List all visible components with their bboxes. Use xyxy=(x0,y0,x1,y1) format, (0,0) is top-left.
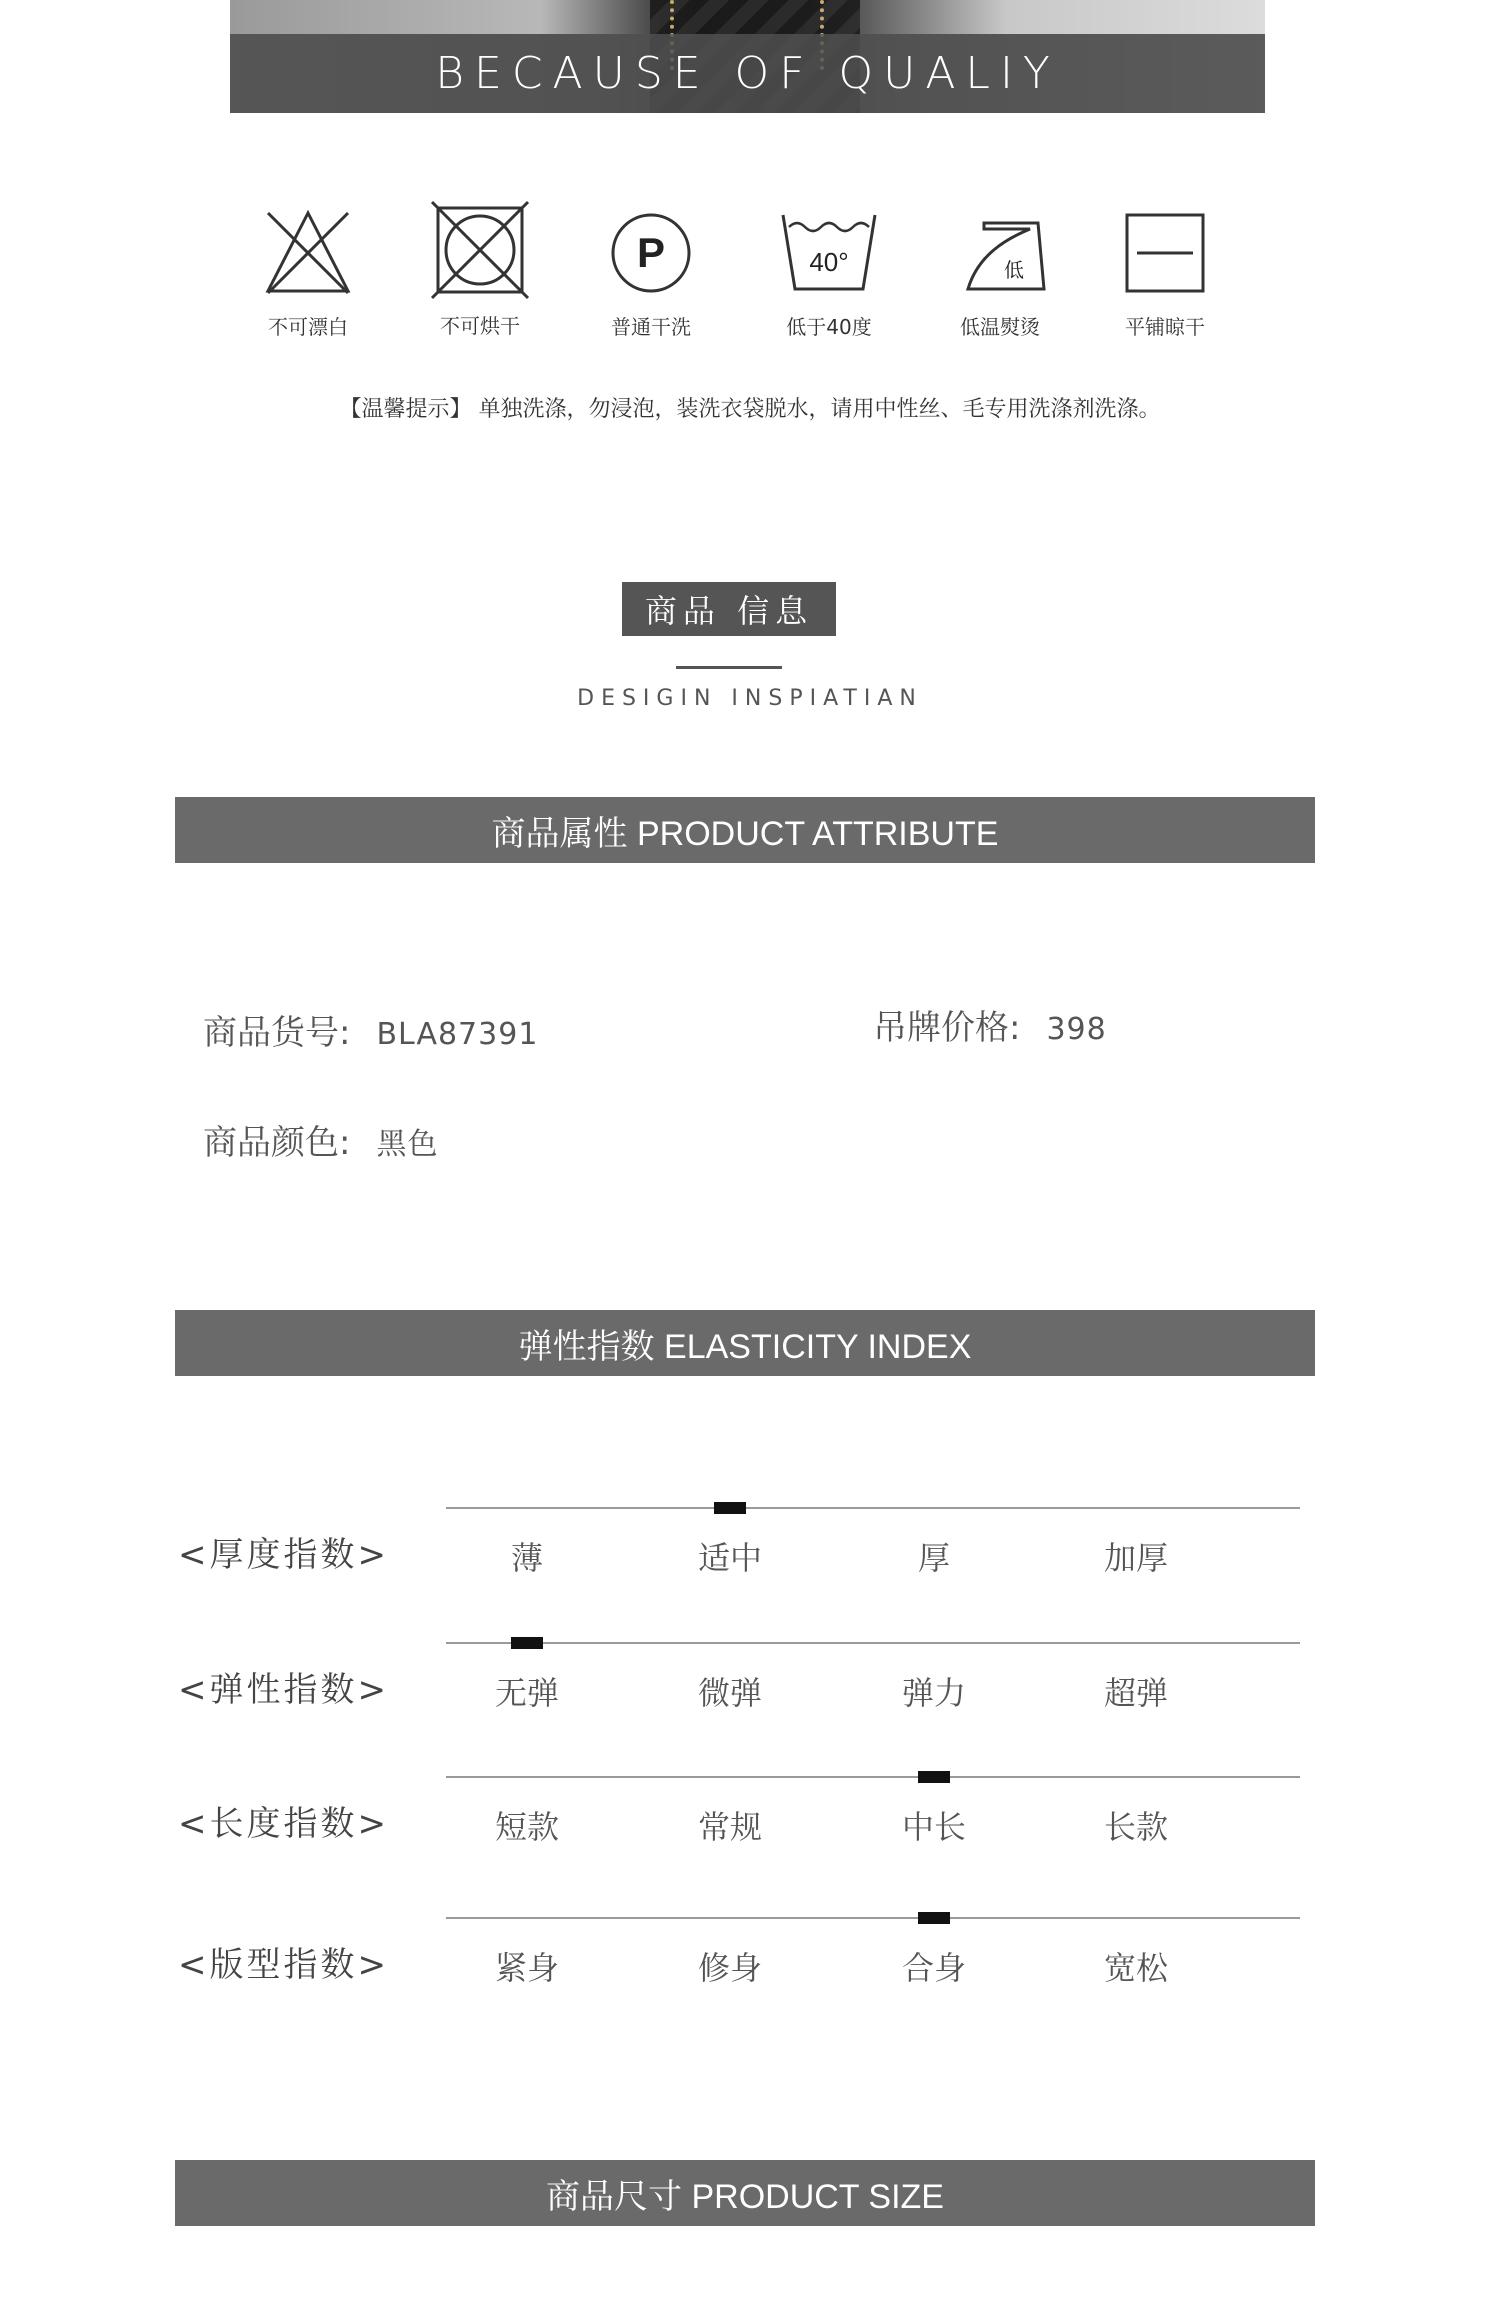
index-selected-marker xyxy=(918,1912,950,1924)
dry-clean-p-text: P xyxy=(636,229,666,276)
index-option: 修身 xyxy=(697,1949,762,1987)
dry-clean-p-icon xyxy=(603,205,699,301)
care-label: 不可烘干 xyxy=(440,314,520,338)
no-bleach-icon xyxy=(260,205,356,301)
index-option: 适中 xyxy=(697,1539,762,1577)
flat-dry-icon xyxy=(1117,205,1213,301)
wash-40-icon xyxy=(777,205,881,301)
sku-label: 商品货号: xyxy=(203,1013,351,1053)
index-option: 宽松 xyxy=(1103,1949,1168,1987)
care-flat-dry xyxy=(1100,205,1230,340)
index-row-label: <长度指数> xyxy=(178,1804,389,1844)
care-label: 普通干洗 xyxy=(611,315,691,339)
care-no-bleach xyxy=(243,205,373,340)
index-option: 加厚 xyxy=(1103,1539,1168,1577)
care-label: 平铺晾干 xyxy=(1125,315,1205,339)
index-option: 合身 xyxy=(901,1949,966,1987)
sku-row xyxy=(203,1005,538,1054)
index-option: 超弹 xyxy=(1103,1674,1168,1712)
hero-title: BECAUSE OF QUALIY xyxy=(435,48,1060,99)
price-label: 吊牌价格: xyxy=(873,1008,1021,1048)
color-label: 商品颜色: xyxy=(203,1123,351,1163)
index-option: 无弹 xyxy=(494,1674,559,1712)
care-tip: 【温馨提示】 单独洗涤，勿浸泡，装洗衣袋脱水，请用中性丝、毛专用洗涤剂洗涤。 xyxy=(339,397,1161,422)
index-selected-marker xyxy=(918,1771,950,1783)
wash-temp-text: 40° xyxy=(809,247,849,277)
no-tumble-dry-icon xyxy=(430,200,530,300)
hero-banner xyxy=(230,0,1265,113)
index-scale-line xyxy=(446,1917,1300,1919)
index-option: 厚 xyxy=(917,1539,950,1577)
sku-value: BLA87391 xyxy=(376,1017,539,1052)
index-option: 紧身 xyxy=(494,1949,559,1987)
price-row xyxy=(873,1000,1107,1049)
care-label: 低温熨烫 xyxy=(960,315,1040,339)
index-option: 中长 xyxy=(901,1808,966,1846)
info-subtitle: DESIGIN INSPIATIAN xyxy=(577,686,923,711)
care-dry-clean xyxy=(586,205,716,340)
care-label: 低于40度 xyxy=(786,315,872,339)
care-label: 不可漂白 xyxy=(268,315,348,339)
index-row-label: <厚度指数> xyxy=(178,1535,389,1575)
index-option: 短款 xyxy=(494,1808,559,1846)
index-row-label: <弹性指数> xyxy=(178,1670,389,1710)
attribute-header: 商品属性 PRODUCT ATTRIBUTE xyxy=(175,797,1315,863)
care-no-tumble-dry xyxy=(415,200,545,339)
index-option: 微弹 xyxy=(697,1674,762,1712)
index-selected-marker xyxy=(714,1502,746,1514)
index-scale-line xyxy=(446,1776,1300,1778)
info-badge: 商品 信息 xyxy=(622,582,836,636)
size-header: 商品尺寸 PRODUCT SIZE xyxy=(175,2160,1315,2226)
color-row xyxy=(203,1115,438,1164)
index-option: 弹力 xyxy=(901,1674,966,1712)
care-low-iron xyxy=(935,205,1065,340)
care-wash-40 xyxy=(764,205,894,340)
index-option: 常规 xyxy=(697,1808,762,1846)
index-scale-line xyxy=(446,1507,1300,1509)
index-row-label: <版型指数> xyxy=(178,1945,389,1985)
index-option: 长款 xyxy=(1103,1808,1168,1846)
index-option: 薄 xyxy=(510,1539,543,1577)
color-value: 黑色 xyxy=(376,1127,439,1162)
iron-level-text: 低 xyxy=(1004,258,1024,282)
elasticity-header: 弹性指数 ELASTICITY INDEX xyxy=(175,1310,1315,1376)
index-scale-line xyxy=(446,1642,1300,1644)
info-divider xyxy=(676,666,782,669)
low-iron-icon xyxy=(948,205,1052,301)
index-selected-marker xyxy=(511,1637,543,1649)
price-value: 398 xyxy=(1046,1012,1107,1047)
